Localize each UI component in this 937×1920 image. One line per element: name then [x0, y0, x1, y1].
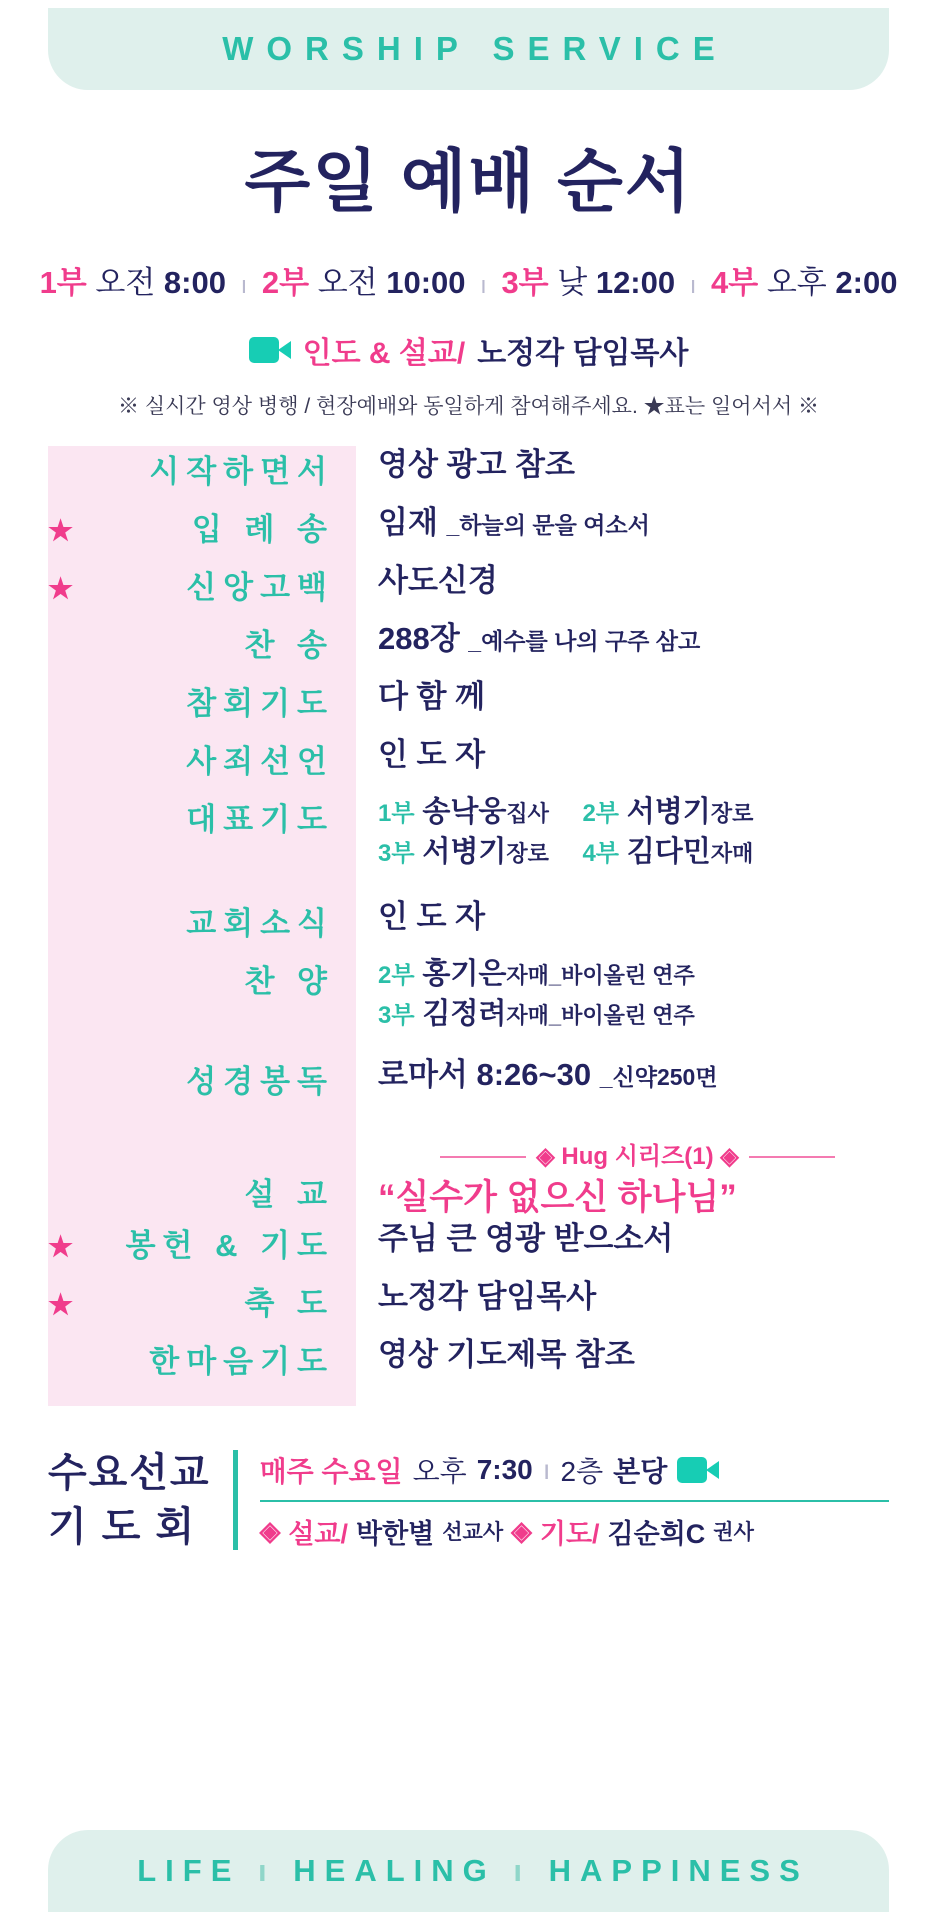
- video-camera-icon: [677, 1457, 719, 1483]
- person-rank: 자매_바이올린 연주: [506, 963, 695, 988]
- program-row: [48, 794, 937, 898]
- service-1-label: 오전: [95, 265, 156, 300]
- program-value: [356, 736, 937, 775]
- program-rows: [48, 446, 937, 1406]
- time-separator-3: ı: [689, 272, 697, 299]
- program-value-sub: _하늘의 문을 여소서: [446, 512, 650, 538]
- person-name: 송낙웅: [422, 796, 507, 828]
- program-value-line: [378, 794, 937, 830]
- program-row: [48, 956, 937, 1056]
- wednesday-title: [48, 1446, 211, 1554]
- program-value-main: 288장: [378, 621, 460, 656]
- program-label: [48, 504, 356, 549]
- program-value: [356, 1142, 937, 1220]
- program-value: [356, 446, 937, 485]
- service-time-4: [711, 265, 897, 300]
- person-rank: 자매_바이올린 연주: [506, 1003, 695, 1029]
- footer-separator-1: ı: [258, 1853, 276, 1888]
- program-value-main: 임재: [378, 505, 438, 540]
- wednesday-title-line1: 수요선교: [48, 1451, 211, 1495]
- service-times: [0, 257, 937, 302]
- program-value: [356, 956, 937, 1037]
- standing-star-icon: ★: [48, 573, 74, 604]
- service-4-time: 2:00: [835, 265, 898, 300]
- program-label-text: 신앙고백: [186, 570, 334, 605]
- standing-star-icon: ★: [48, 1289, 74, 1320]
- service-1-part: 1부: [39, 265, 87, 300]
- wednesday-floor: 2층: [560, 1455, 604, 1487]
- person-name: 김정려: [422, 998, 507, 1031]
- program-row: [48, 678, 937, 736]
- person-name: 홍기은: [422, 958, 507, 990]
- vertical-divider: [233, 1450, 238, 1550]
- program-label: 성경봉독: [186, 1064, 334, 1099]
- wednesday-when: 오후: [412, 1455, 467, 1487]
- program-row: [48, 1120, 937, 1220]
- program-label-text: 입 례 송: [191, 512, 334, 547]
- lead-person: 노정각 담임목사: [477, 337, 689, 370]
- service-time-2: [262, 265, 474, 300]
- wednesday-sermon-person: 박한별: [356, 1518, 435, 1549]
- program-row: [48, 1220, 937, 1278]
- person-rank: 자매: [710, 841, 754, 867]
- wednesday-sermon-label: 설교/: [288, 1518, 348, 1549]
- service-part-tag: 1부: [378, 800, 415, 827]
- program-label: 참회기도: [186, 686, 334, 721]
- program-value: [356, 1336, 937, 1375]
- program-value: [356, 1220, 937, 1259]
- wednesday-separator: ı: [542, 1453, 551, 1485]
- program-section: [0, 446, 937, 1406]
- service-part-tag: 2부: [582, 800, 619, 827]
- program-value: [356, 678, 937, 717]
- standing-star-icon: ★: [48, 515, 74, 546]
- wednesday-prayer-rank: 권사: [713, 1521, 754, 1544]
- diamond-icon: ◈: [259, 1515, 281, 1546]
- service-2-part: 2부: [261, 265, 310, 300]
- program-row: [48, 1278, 937, 1336]
- wednesday-time: 7:30: [476, 1453, 533, 1485]
- program-value-sub: _예수를 나의 구주 삼고: [468, 628, 701, 654]
- program-value-line: [378, 834, 937, 870]
- sermon-series: [378, 1142, 937, 1172]
- sermon-series-text: ◈ Hug 시리즈(1) ◈: [536, 1143, 739, 1171]
- lead-preacher-line: [0, 328, 937, 372]
- program-value-main: 사도신경: [378, 563, 498, 598]
- program-label: 찬 양: [244, 964, 334, 999]
- video-camera-icon: [249, 337, 291, 363]
- program-row: [48, 620, 937, 678]
- series-rule-left: [440, 1156, 526, 1158]
- program-value: [356, 504, 937, 543]
- program-value-main: 다 함 께: [378, 679, 486, 714]
- program-label: 찬 송: [244, 628, 334, 663]
- program-row: [48, 562, 937, 620]
- program-value-main: 노정각 담임목사: [378, 1279, 597, 1314]
- program-label: 교회소식: [186, 906, 334, 941]
- program-value-main: 로마서 8:26~30: [378, 1057, 592, 1092]
- program-label: [48, 562, 356, 607]
- service-4-label: 오후: [766, 265, 827, 300]
- wednesday-title-line2: 기 도 회: [48, 1505, 197, 1549]
- wednesday-place: 본당: [613, 1455, 668, 1487]
- bottom-banner-text: [128, 1853, 809, 1889]
- top-banner: [48, 8, 889, 90]
- program-label: 시작하면서: [149, 454, 334, 489]
- program-row: [48, 504, 937, 562]
- time-separator-1: ı: [240, 272, 248, 299]
- time-separator-2: ı: [480, 272, 487, 299]
- footer-item-1: LIFE: [137, 1853, 241, 1888]
- service-part-tag: 3부: [378, 840, 415, 868]
- sermon-title: “실수가 없으신 하나님”: [378, 1178, 737, 1218]
- program-row: [48, 1056, 937, 1120]
- program-value: [356, 898, 937, 937]
- program-value: [356, 1278, 937, 1317]
- program-label: 설 교: [244, 1177, 334, 1212]
- program-value: [356, 562, 937, 601]
- footer-item-3: HAPPINESS: [548, 1853, 809, 1888]
- service-3-part: 3부: [501, 265, 549, 300]
- program-label-text: 봉헌 & 기도: [125, 1228, 334, 1263]
- person-rank: 장로: [506, 841, 549, 867]
- service-2-label: 오전: [317, 265, 378, 300]
- footer-separator-2: ı: [513, 1853, 531, 1888]
- notice-text: ※ 실시간 영상 병행 / 현장예배와 동일하게 참여해주세요. ★표는 일어서서 ※: [117, 395, 820, 418]
- program-value: [356, 1056, 937, 1095]
- standing-star-icon: ★: [48, 1231, 74, 1262]
- service-time-1: [40, 265, 235, 300]
- wednesday-prayer-person: 김순희C: [607, 1518, 706, 1549]
- person-name: 서병기: [422, 836, 507, 869]
- wednesday-prayer-label: 기도/: [539, 1518, 600, 1549]
- service-part-tag: 4부: [582, 840, 619, 868]
- program-value-main: 영상 광고 참조: [378, 447, 575, 482]
- bottom-banner: [48, 1830, 889, 1912]
- program-value-sub: _신약250면: [599, 1064, 718, 1090]
- program-row: [48, 1336, 937, 1406]
- lead-role-label: 인도 & 설교/: [302, 337, 466, 370]
- service-1-time: 8:00: [163, 265, 226, 300]
- program-label: 사죄선언: [186, 744, 334, 779]
- person-rank: 집사: [506, 801, 549, 826]
- program-value-main: 인 도 자: [378, 737, 486, 772]
- wednesday-people: [260, 1512, 889, 1551]
- service-time-3: [501, 265, 683, 300]
- service-3-time: 12:00: [595, 265, 676, 300]
- program-value-line: [378, 996, 937, 1032]
- person-rank: 장로: [710, 801, 754, 826]
- wednesday-prayer-section: [0, 1446, 937, 1554]
- program-row: [48, 736, 937, 794]
- footer-item-2: HEALING: [293, 1853, 496, 1888]
- program-row: [48, 898, 937, 956]
- program-value-line: [378, 956, 937, 992]
- horizontal-divider: [260, 1500, 889, 1502]
- wednesday-schedule: [260, 1450, 889, 1490]
- program-row: [48, 446, 937, 504]
- wednesday-details: [260, 1450, 889, 1551]
- diamond-icon: ◈: [511, 1515, 532, 1546]
- series-rule-right: [749, 1156, 835, 1158]
- program-label: 한마음기도: [149, 1344, 334, 1379]
- program-value: [356, 620, 937, 659]
- service-3-label: 낮: [557, 265, 588, 300]
- service-2-time: 10:00: [386, 265, 466, 300]
- program-label: [48, 1278, 356, 1323]
- program-value-main: 인 도 자: [378, 899, 486, 934]
- service-part-tag: 3부: [378, 1002, 415, 1030]
- program-label-text: 축 도: [244, 1286, 334, 1321]
- service-4-part: 4부: [711, 265, 759, 300]
- wednesday-day: 매주 수요일: [259, 1455, 403, 1487]
- person-name: 서병기: [626, 796, 711, 828]
- program-value-main: 영상 기도제목 참조: [378, 1337, 635, 1372]
- wednesday-sermon-rank: 선교사: [442, 1521, 504, 1544]
- person-name: 김다민: [626, 836, 711, 869]
- top-banner-text: WORSHIP SERVICE: [222, 30, 728, 67]
- program-label: [48, 1220, 356, 1265]
- program-value-main: 주님 큰 영광 받으소서: [378, 1221, 674, 1256]
- page-title: 주일 예배 순서: [244, 144, 693, 220]
- program-value: [356, 794, 937, 875]
- program-label: 대표기도: [186, 802, 334, 837]
- service-part-tag: 2부: [378, 962, 415, 989]
